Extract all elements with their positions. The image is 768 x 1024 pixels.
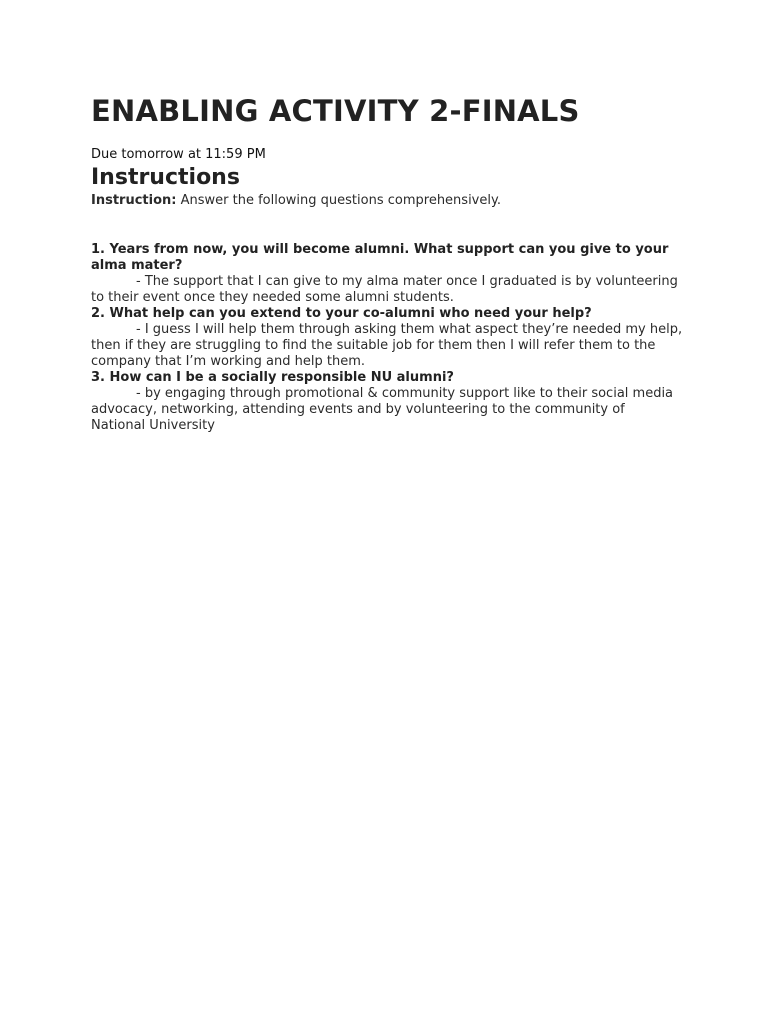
instruction-line	[91, 193, 683, 209]
document-page	[91, 92, 683, 434]
question-item	[91, 370, 683, 434]
question-item	[91, 242, 683, 306]
question-text: 1. Years from now, you will become alumni. What support can you give to your alma mater?	[91, 242, 669, 273]
question-list	[91, 242, 683, 434]
instruction-lead: Instruction:	[91, 193, 177, 208]
question-text: 3. How can I be a socially responsible NU alumni?	[91, 370, 454, 385]
instruction-text: Answer the following questions comprehensively.	[176, 193, 501, 208]
answer-text: - The support that I can give to my alma mater once I graduated is by volunteering to their event once they needed some alumni students.	[91, 274, 678, 305]
question-item	[91, 306, 683, 370]
due-date: Due tomorrow at 11:59 PM	[91, 147, 266, 162]
answer-text: - by engaging through promotional & community support like to their social media advocacy, networking, attending events and by volunteering to the community of National University	[91, 386, 674, 433]
question-text: 2. What help can you extend to your co-alumni who need your help?	[91, 306, 592, 321]
document-title: ENABLING ACTIVITY 2-FINALS	[91, 94, 580, 128]
instructions-heading: Instructions	[91, 165, 240, 190]
answer-text: - I guess I will help them through asking them what aspect they’re needed my help, then if they are struggling to find the suitable job for them then I will refer them to the company that I’m working and help them.	[91, 322, 683, 369]
